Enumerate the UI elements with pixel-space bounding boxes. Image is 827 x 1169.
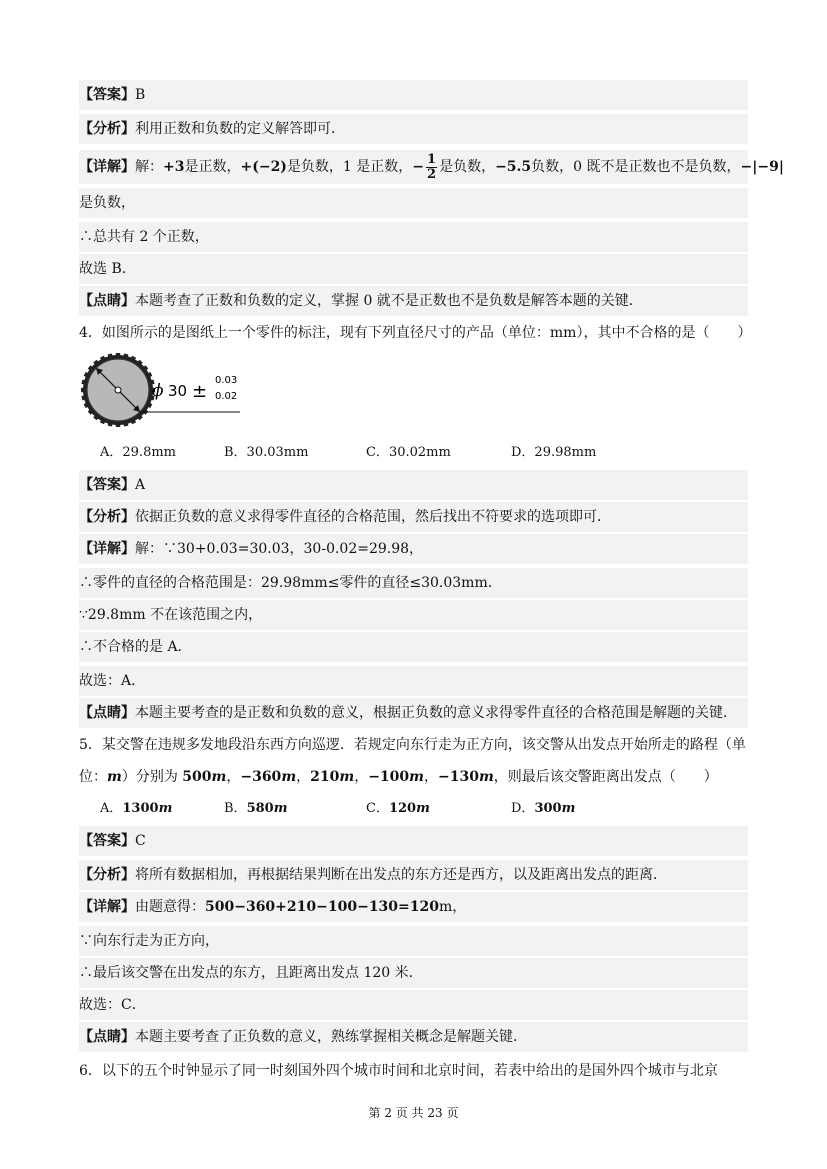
q4-detail-line-5: 故选：A． <box>79 666 748 696</box>
q5-detail-line-4: 故选：C． <box>79 990 748 1020</box>
page-footer: 第 2 页 共 23 页 <box>368 1106 459 1120</box>
q3-detail-line-3: ∴总共有 2 个正数， <box>79 222 748 252</box>
svg-text:30: 30 <box>168 382 188 400</box>
gear-tooth <box>116 421 120 427</box>
gear-tooth <box>116 353 120 359</box>
q4-detail-line: 【详解】解：∵30+0.03=30.03，30-0.02=29.98， <box>79 534 748 564</box>
q4-option-a: A．29.8mm <box>100 445 176 460</box>
svg-text:ϕ: ϕ <box>152 381 164 401</box>
gear-tooth <box>81 388 87 392</box>
q5-comment-line: 【点睛】本题主要考查了正负数的意义，熟练掌握相关概念是解题关键． <box>79 1022 748 1052</box>
q4-detail-line-3: ∵29.8mm 不在该范围之内， <box>79 600 748 630</box>
one-half-fraction: $\frac{1}{2}$ <box>427 151 437 182</box>
q3-answer-line: 【答案】B <box>79 80 748 110</box>
q5-answer-line: 【答案】C <box>79 826 748 856</box>
q5-stem-line-2: 位：m）分别为 500m，−360m，210m，−100m，−130m，则最后该交警距离出发点（ ） <box>79 769 718 785</box>
q4-comment-line: 【点睛】本题主要考查的是正数和负数的意义，根据正负数的意义求得零件直径的合格范围是解题的关键． <box>79 698 748 728</box>
q5-stem-line-1: 5．某交警在违规多发地段沿东西方向巡逻．若规定向东行走为正方向，该交警从出发点开始所走的路程（单 <box>79 737 746 753</box>
q4-analysis-line: 【分析】依据正负数的意义求得零件直径的合格范围，然后找出不符要求的选项即可． <box>79 502 748 532</box>
q3-detail-line-2: 是负数， <box>79 188 748 218</box>
q5-option-a: A．1300m <box>100 801 173 816</box>
q3-analysis-line: 【分析】利用正数和负数的定义解答即可． <box>79 114 748 144</box>
q4-detail-line-4: ∴不合格的是 A． <box>79 632 748 662</box>
q4-answer-line: 【答案】A <box>79 470 748 500</box>
q4-detail-line-2: ∴零件的直径的合格范围是：29.98mm≤零件的直径≤30.03mm． <box>79 568 748 598</box>
q5-analysis-line: 【分析】将所有数据相加，再根据结果判断在出发点的东方还是西方，以及距离出发点的距离． <box>79 860 748 890</box>
q4-option-b: B．30.03mm <box>224 445 309 460</box>
q5-detail-line-3: ∴最后该交警在出发点的东方，且距离出发点 120 米． <box>79 958 748 988</box>
q4-option-d: D．29.98mm <box>511 445 597 460</box>
q3-comment-line: 【点睛】本题考查了正数和负数的定义，掌握 0 就不是正数也不是负数是解答本题的关键． <box>79 286 748 316</box>
svg-text:0.03: 0.03 <box>215 375 238 386</box>
svg-text:0.02: 0.02 <box>215 391 238 402</box>
q4-option-c: C．30.02mm <box>366 445 451 460</box>
svg-text:±: ± <box>192 381 208 402</box>
q5-option-c: C．120m <box>366 801 430 816</box>
q3-detail-line-4: 故选 B． <box>79 254 748 284</box>
gear-part-figure <box>80 352 250 428</box>
q3-detail-line: 【详解】解：+3是正数，+(−2)是负数，1 是正数，− $\frac{1}{2}$ 是负数，−5.5负数，0 既不是正数也不是负数，−|−9| <box>79 150 748 184</box>
q5-detail-line: 【详解】由题意得：500−360+210−100−130=120m， <box>79 892 748 922</box>
q5-detail-line-2: ∵向东行走为正方向， <box>79 926 748 956</box>
q5-option-b: B．580m <box>224 801 288 816</box>
q5-option-d: D．300m <box>511 801 576 816</box>
q6-stem: 6．以下的五个时钟显示了同一时刻国外四个城市时间和北京时间，若表中给出的是国外四个城市与北京 <box>79 1063 718 1079</box>
q4-stem: 4．如图所示的是图纸上一个零件的标注，现有下列直径尺寸的产品（单位：mm），其中不合格的是（ ） <box>79 325 752 341</box>
